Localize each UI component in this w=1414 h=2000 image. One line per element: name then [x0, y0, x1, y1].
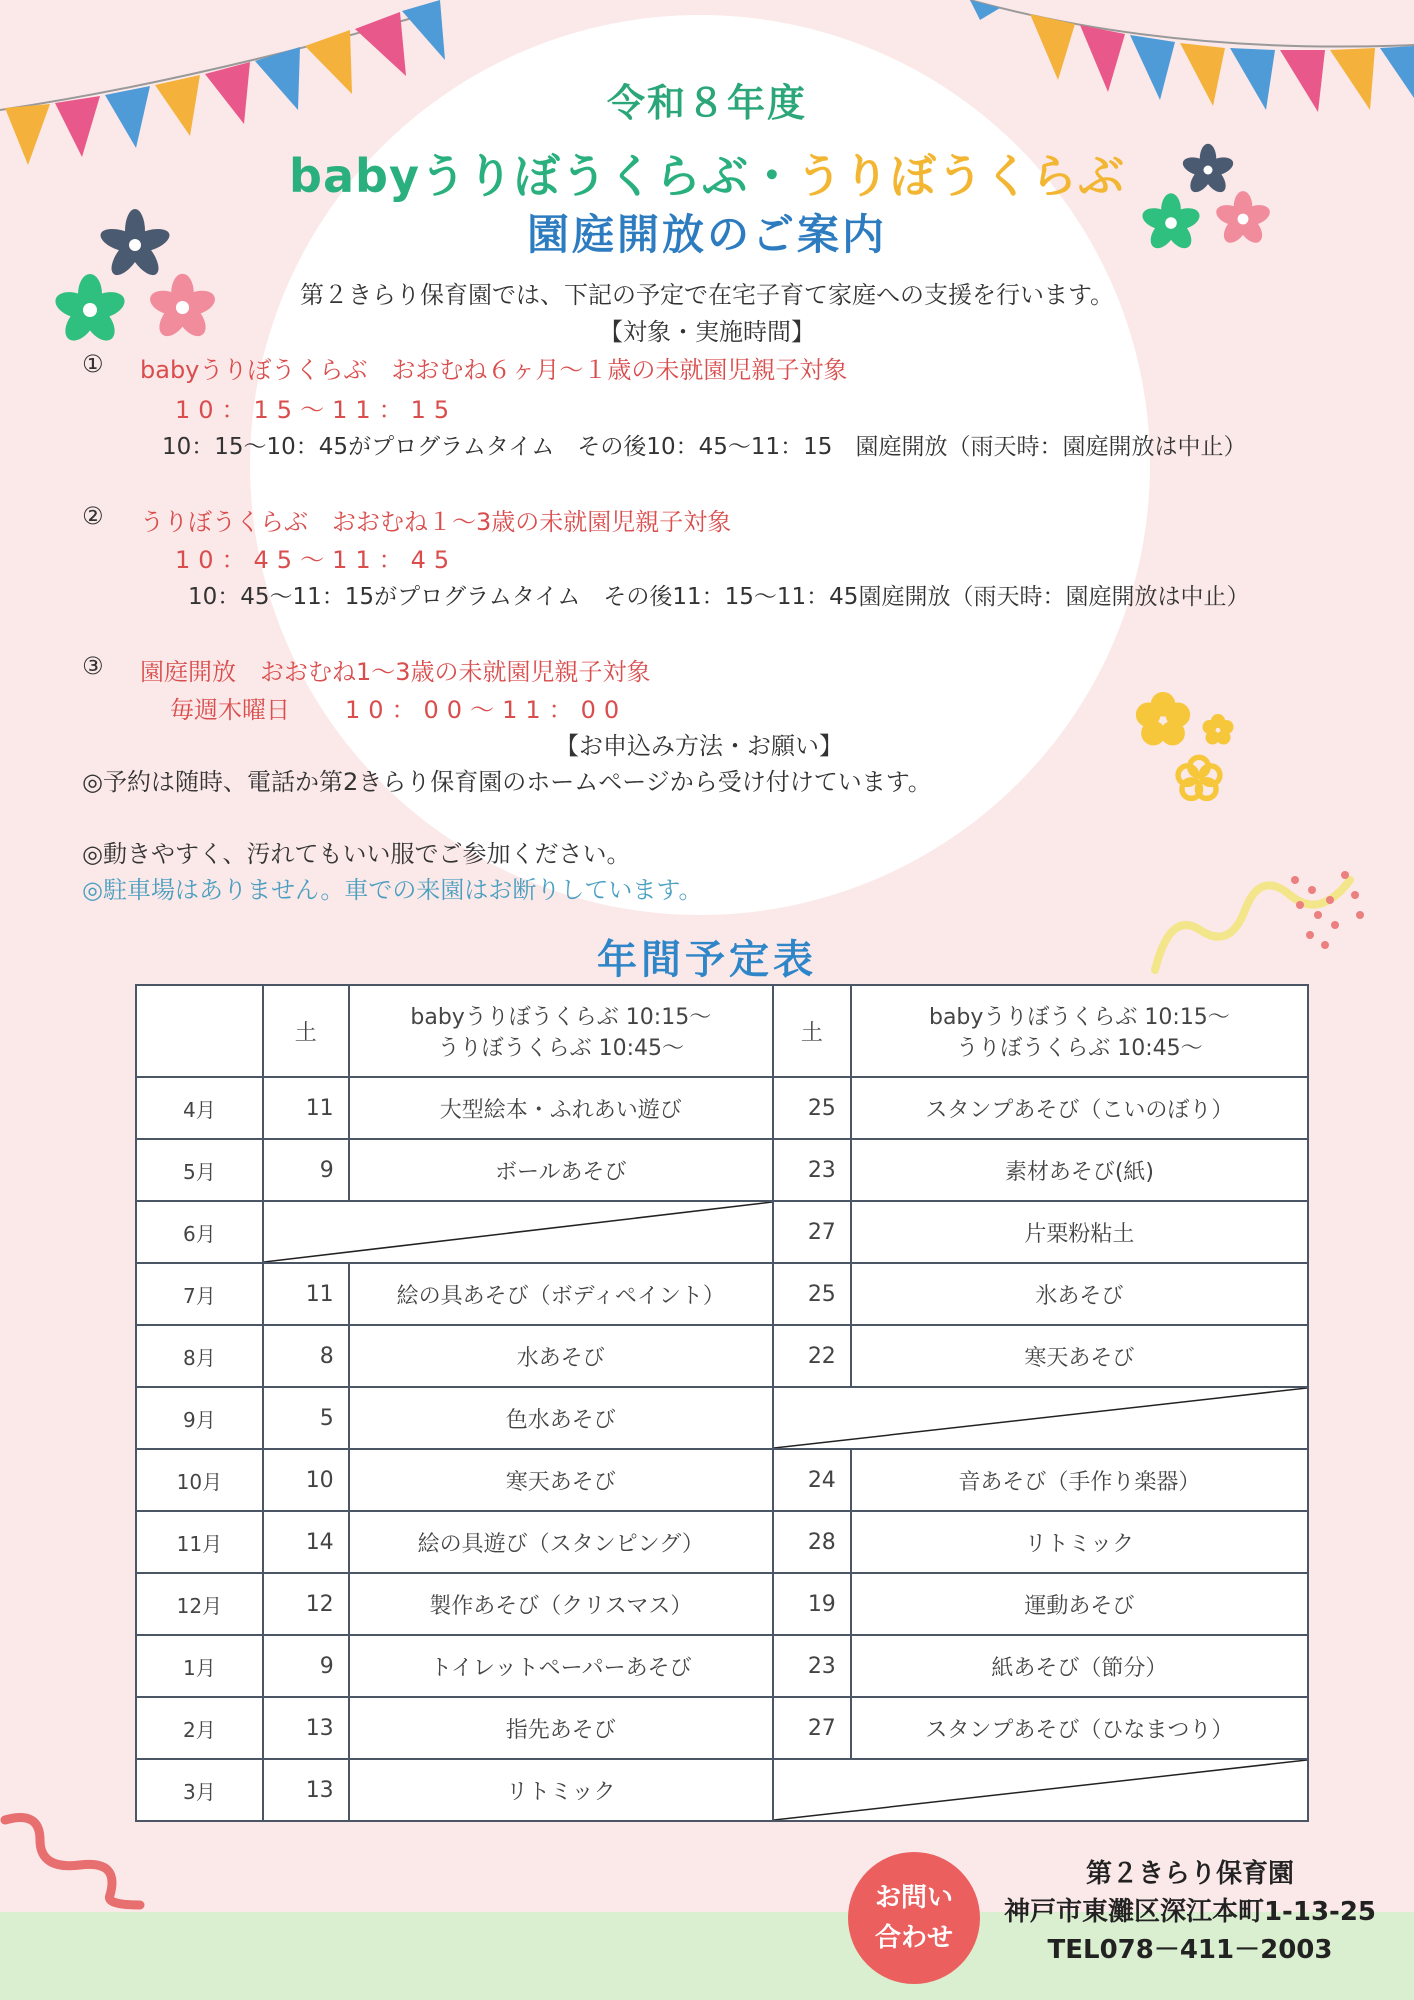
activity-1-cell: 絵の具あそび（ボディペイント）	[349, 1263, 773, 1325]
contact-badge-line1: お問い	[874, 1883, 953, 1913]
header-activity-2	[851, 985, 1308, 1077]
month-cell: 2月	[136, 1697, 263, 1759]
apply-note-clothes: ◎動きやすく、汚れてもいい服でご参加ください。	[82, 840, 631, 868]
page-title: 園庭開放のご案内	[526, 210, 887, 259]
schedule-row	[136, 1697, 1308, 1759]
month-cell: 5月	[136, 1139, 263, 1201]
month-cell: 7月	[136, 1263, 263, 1325]
contact-info	[990, 1855, 1390, 1969]
day-2-cell: 22	[773, 1325, 851, 1387]
contact-name: 第２きらり保育園	[1085, 1859, 1294, 1889]
day-1-cell: 5	[263, 1387, 349, 1449]
program-2-marker: ②	[82, 502, 104, 530]
apply-note-parking: ◎駐車場はありません。車での来園はお断りしています。	[82, 876, 703, 904]
activity-2-cell: 音あそび（手作り楽器）	[851, 1449, 1308, 1511]
header-day-2: 土	[773, 985, 851, 1077]
day-2-cell: 25	[773, 1077, 851, 1139]
activity-2-cell: リトミック	[851, 1511, 1308, 1573]
activity-1-cell: 大型絵本・ふれあい遊び	[349, 1077, 773, 1139]
target-heading: 【対象・実施時間】	[599, 318, 815, 346]
flower-icon	[1128, 685, 1198, 755]
title-baby-club: babyうりぼうくらぶ・	[289, 149, 796, 203]
activity-2-cell: スタンプあそび（こいのぼり）	[851, 1077, 1308, 1139]
day-2-cell: 27	[773, 1201, 851, 1263]
month-cell: 8月	[136, 1325, 263, 1387]
activity-1-cell: 指先あそび	[349, 1697, 773, 1759]
header-activity-2-line2: うりぼうくらぶ 10:45～	[956, 1036, 1203, 1061]
contact-tel: TEL078－411－2003	[1047, 1935, 1333, 1965]
intro-text: 第２きらり保育園では、下記の予定で在宅子育て家庭への支援を行います。	[299, 281, 1115, 309]
activity-2-cell: 寒天あそび	[851, 1325, 1308, 1387]
activity-2-cell: 素材あそび(紙)	[851, 1139, 1308, 1201]
header-activity-2-line1: babyうりぼうくらぶ 10:15～	[928, 1005, 1230, 1030]
schedule-row	[136, 1325, 1308, 1387]
day-1-cell: 8	[263, 1325, 349, 1387]
schedule-table	[135, 984, 1309, 1822]
contact-address: 神戸市東灘区深江本町1-13-25	[1003, 1897, 1377, 1927]
activity-2-cell: スタンプあそび（ひなまつり）	[851, 1697, 1308, 1759]
day-2-cell: 23	[773, 1635, 851, 1697]
day-1-cell: 9	[263, 1139, 349, 1201]
schedule-header-row	[136, 985, 1308, 1077]
empty-slot-2	[773, 1759, 1308, 1821]
day-1-cell: 9	[263, 1635, 349, 1697]
month-cell: 10月	[136, 1449, 263, 1511]
header-month-cell	[136, 985, 263, 1077]
schedule-row	[136, 1511, 1308, 1573]
apply-note-reservation: ◎予約は随時、電話か第2きらり保育園のホームページから受け付けています。	[82, 768, 932, 796]
day-2-cell: 24	[773, 1449, 851, 1511]
schedule-row	[136, 1759, 1308, 1821]
title-club: うりぼうくらぶ	[795, 149, 1125, 203]
activity-1-cell: 寒天あそび	[349, 1449, 773, 1511]
day-1-cell: 13	[263, 1759, 349, 1821]
program-2-detail: 10：45～11：15がプログラムタイム その後11：15～11：45園庭開放（雨天時：園庭開放は中止）	[188, 584, 1250, 610]
schedule-row	[136, 1263, 1308, 1325]
program-1-detail: 10：15～10：45がプログラムタイム その後10：45～11：15 園庭開放（雨天時：園庭開放は中止）	[162, 434, 1247, 460]
day-2-cell: 23	[773, 1139, 851, 1201]
empty-slot-2	[773, 1387, 1308, 1449]
contact-badge	[848, 1852, 980, 1984]
schedule-row	[136, 1387, 1308, 1449]
contact-badge-line2: 合わせ	[874, 1923, 953, 1953]
header-day-1: 土	[263, 985, 349, 1077]
day-2-cell: 28	[773, 1511, 851, 1573]
schedule-row	[136, 1449, 1308, 1511]
activity-1-cell: 色水あそび	[349, 1387, 773, 1449]
month-cell: 1月	[136, 1635, 263, 1697]
month-cell: 4月	[136, 1077, 263, 1139]
program-1-name: babyうりぼうくらぶ おおむね６ヶ月～１歳の未就園児親子対象	[140, 356, 848, 384]
month-cell: 11月	[136, 1511, 263, 1573]
day-2-cell: 27	[773, 1697, 851, 1759]
month-cell: 12月	[136, 1573, 263, 1635]
program-2-name: うりぼうくらぶ おおむね１～3歳の未就園児親子対象	[140, 508, 732, 536]
activity-1-cell: リトミック	[349, 1759, 773, 1821]
program-1-marker: ①	[82, 350, 104, 378]
month-cell: 6月	[136, 1201, 263, 1263]
day-2-cell: 25	[773, 1263, 851, 1325]
day-2-cell: 19	[773, 1573, 851, 1635]
header-activity-1	[349, 985, 773, 1077]
activity-1-cell: 絵の具遊び（スタンピング）	[349, 1511, 773, 1573]
activity-2-cell: 紙あそび（節分）	[851, 1635, 1308, 1697]
program-3-day: 毎週木曜日	[170, 696, 290, 724]
activity-1-cell: ボールあそび	[349, 1139, 773, 1201]
day-1-cell: 14	[263, 1511, 349, 1573]
flower-icon	[1168, 748, 1230, 810]
header-activity-1-line2: うりぼうくらぶ 10:45～	[437, 1036, 684, 1061]
schedule-row	[136, 1139, 1308, 1201]
title-club-names	[0, 140, 1414, 206]
month-cell: 3月	[136, 1759, 263, 1821]
empty-slot-1	[263, 1201, 773, 1263]
day-1-cell: 11	[263, 1263, 349, 1325]
schedule-row	[136, 1635, 1308, 1697]
schedule-title: 年間予定表	[597, 937, 817, 983]
header-activity-1-line1: babyうりぼうくらぶ 10:15～	[410, 1005, 712, 1030]
day-1-cell: 12	[263, 1573, 349, 1635]
flower-icon	[1198, 710, 1238, 750]
program-2-time: 10：45～11：45	[175, 546, 458, 574]
day-1-cell: 11	[263, 1077, 349, 1139]
squiggle-decoration	[0, 1800, 150, 1910]
day-1-cell: 13	[263, 1697, 349, 1759]
activity-2-cell: 片栗粉粘土	[851, 1201, 1308, 1263]
schedule-row	[136, 1201, 1308, 1263]
activity-1-cell: 製作あそび（クリスマス）	[349, 1573, 773, 1635]
activity-2-cell: 氷あそび	[851, 1263, 1308, 1325]
schedule-row	[136, 1077, 1308, 1139]
program-3-time: 10：00～11：00	[345, 696, 628, 724]
schedule-row	[136, 1573, 1308, 1635]
day-1-cell: 10	[263, 1449, 349, 1511]
program-1-time: 10：15～11：15	[175, 396, 458, 424]
activity-1-cell: 水あそび	[349, 1325, 773, 1387]
activity-1-cell: トイレットペーパーあそび	[349, 1635, 773, 1697]
title-year: 令和８年度	[606, 81, 807, 125]
month-cell: 9月	[136, 1387, 263, 1449]
apply-heading: 【お申込み方法・お願い】	[555, 732, 843, 760]
program-3-marker: ③	[82, 652, 104, 680]
program-3-name: 園庭開放 おおむね1～3歳の未就園児親子対象	[140, 658, 651, 686]
activity-2-cell: 運動あそび	[851, 1573, 1308, 1635]
